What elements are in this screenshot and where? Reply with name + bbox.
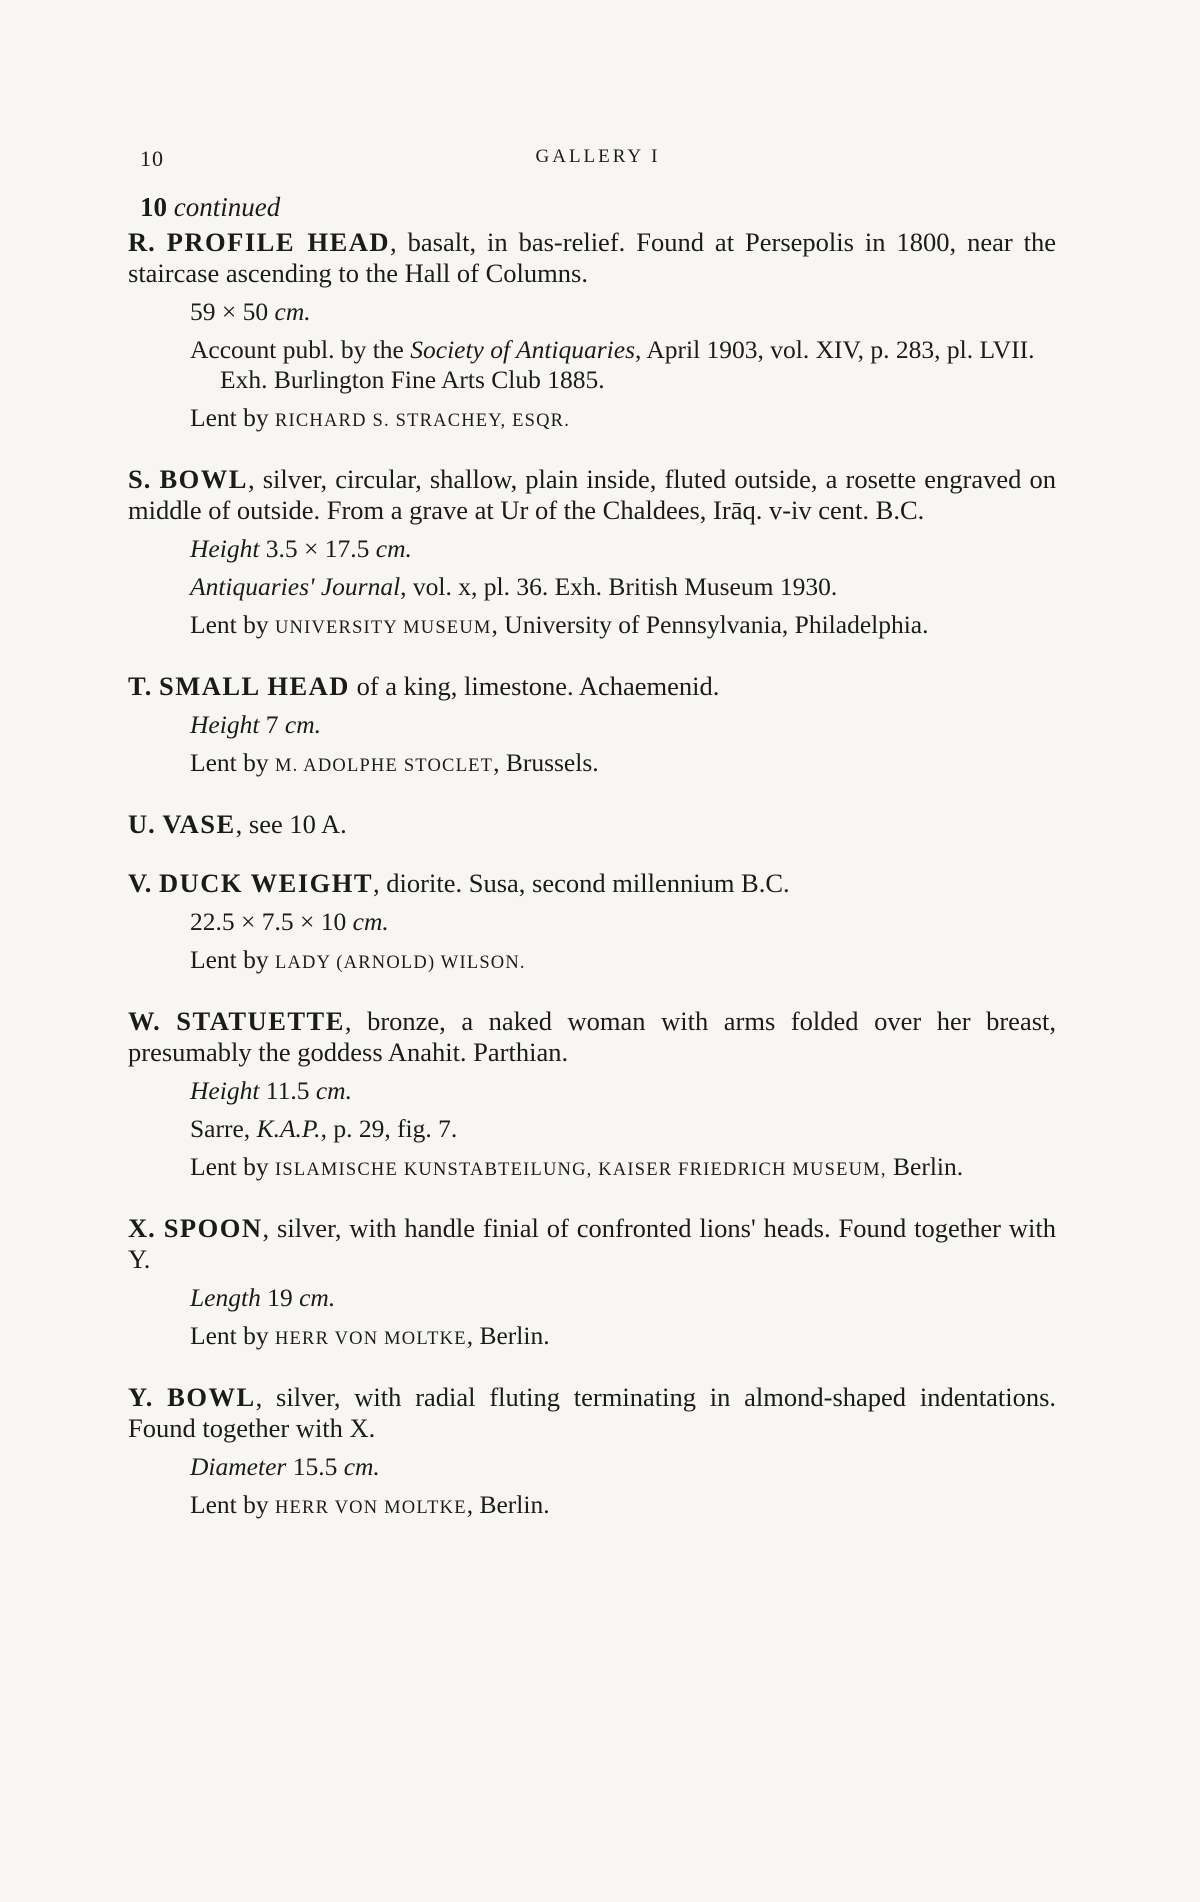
entry-description: , see 10 A. <box>235 809 347 839</box>
entry-title: BOWL <box>159 464 248 494</box>
lender-name: M. ADOLPHE STOCLET <box>274 756 494 776</box>
entry-lender <box>190 748 1056 781</box>
publication-text: Account publ. by the <box>190 335 411 364</box>
entry-title: PROFILE HEAD <box>166 227 391 257</box>
entry-lead <box>128 1213 1056 1275</box>
lent-by-label: Lent by <box>190 945 275 974</box>
entry-title: DUCK WEIGHT <box>158 868 374 898</box>
dimension-unit: cm. <box>284 710 322 739</box>
entry-letter: X. <box>128 1213 156 1243</box>
dimension-value: 11.5 <box>265 1076 310 1105</box>
lent-by-label: Lent by <box>190 1152 275 1181</box>
entry-dimensions <box>190 907 1056 937</box>
entry-description: , silver, with radial fluting terminating in almond-shaped indentations. Found together with X. <box>128 1382 1057 1443</box>
dimension-label: Length <box>190 1283 261 1312</box>
entry-lead <box>128 227 1056 289</box>
dimension-label: Height <box>190 1076 260 1105</box>
entry-description: , silver, with handle finial of confronted lions' heads. Found together with Y. <box>128 1213 1057 1274</box>
entry-v <box>128 868 1056 978</box>
dimension-value: 19 <box>267 1283 293 1312</box>
continued-number: 10 <box>140 192 167 222</box>
lent-by-label: Lent by <box>190 1490 275 1519</box>
dimension-value: 15.5 <box>292 1452 338 1481</box>
lender-location: Berlin. <box>886 1152 964 1181</box>
entry-title: STATUETTE <box>176 1006 345 1036</box>
entry-publication <box>190 335 1056 395</box>
entry-lender <box>190 1152 1056 1185</box>
dimension-label: Height <box>190 710 260 739</box>
lender-name: UNIVERSITY MUSEUM <box>274 618 492 638</box>
dimension-unit: cm. <box>299 1283 336 1312</box>
entry-letter: Y. <box>128 1382 154 1412</box>
dimension-unit: cm. <box>343 1452 380 1481</box>
entry-description: , diorite. Susa, second millennium B.C. <box>373 868 790 898</box>
entry-lead <box>128 1006 1056 1068</box>
lent-by-label: Lent by <box>190 403 275 432</box>
entry-publication <box>190 572 1056 602</box>
entry-r <box>128 227 1056 436</box>
publication-title: Antiquaries' Journal <box>190 572 401 601</box>
entry-dimensions <box>190 297 1056 327</box>
entry-y <box>128 1382 1056 1523</box>
continued-heading <box>140 192 1056 223</box>
catalogue-body <box>128 192 1056 1551</box>
publication-text: Sarre, <box>190 1114 257 1143</box>
entry-description: of a king, limestone. Achaemenid. <box>349 671 720 701</box>
lent-by-label: Lent by <box>190 1321 275 1350</box>
entry-description: , silver, circular, shallow, plain inside, fluted outside, a rosette engraved on middle of outside. From a grave at Ur of the Chaldees, Irāq. v-iv cent. B.C. <box>128 464 1057 525</box>
page-number: 10 <box>140 146 164 171</box>
entry-lead <box>128 1382 1056 1444</box>
entry-title: SPOON <box>163 1213 263 1243</box>
entry-lender <box>190 403 1056 436</box>
entry-letter: W. <box>128 1006 161 1036</box>
publication-title: K.A.P. <box>256 1114 321 1143</box>
lender-location: , Berlin. <box>466 1321 550 1350</box>
entry-dimensions <box>190 1283 1056 1313</box>
entry-title: BOWL <box>167 1382 256 1412</box>
continued-label: continued <box>173 192 281 222</box>
lender-location: , University of Pennsylvania, Philadelphia. <box>491 610 929 639</box>
entry-description: , bronze, a naked woman with arms folded over her breast, presumably the goddess Anahit. Parthian. <box>128 1006 1057 1067</box>
entry-letter: T. <box>128 671 153 701</box>
entry-x <box>128 1213 1056 1354</box>
entry-title: SMALL HEAD <box>158 671 350 701</box>
entry-dimensions <box>190 1452 1056 1482</box>
entry-lender <box>190 1490 1056 1523</box>
lent-by-label: Lent by <box>190 748 275 777</box>
entry-dimensions <box>190 710 1056 740</box>
entry-title: VASE <box>162 809 236 839</box>
dimension-unit: cm. <box>375 534 412 563</box>
dimension-label: Diameter <box>190 1452 287 1481</box>
lender-name: RICHARD S. STRACHEY, ESQR. <box>274 411 571 431</box>
entry-lender <box>190 1321 1056 1354</box>
lent-by-label: Lent by <box>190 610 275 639</box>
entry-lead <box>128 809 1056 840</box>
lender-location: , Brussels. <box>493 748 599 777</box>
entry-u <box>128 809 1056 840</box>
running-head <box>140 146 1056 176</box>
entry-dimensions <box>190 1076 1056 1106</box>
entry-publication <box>190 1114 1056 1144</box>
lender-location: , Berlin. <box>466 1490 550 1519</box>
entry-letter: U. <box>128 809 156 839</box>
entry-s <box>128 464 1056 643</box>
entry-lead <box>128 868 1056 899</box>
dimension-value: 7 <box>265 710 279 739</box>
entry-lender <box>190 945 1056 978</box>
lender-name: ISLAMISCHE KUNSTABTEILUNG, KAISER FRIEDRICH MUSEUM, <box>274 1160 887 1180</box>
entry-dimensions <box>190 534 1056 564</box>
dimension-label: Height <box>190 534 260 563</box>
entry-lead <box>128 671 1056 702</box>
dimension-value: 3.5 × 17.5 <box>265 534 370 563</box>
dimension-unit: cm. <box>315 1076 352 1105</box>
lender-name: LADY (ARNOLD) WILSON. <box>274 953 526 973</box>
entry-w <box>128 1006 1056 1185</box>
gallery-title: GALLERY I <box>535 146 661 167</box>
entry-t <box>128 671 1056 781</box>
dimension-value: 59 × 50 <box>190 297 269 326</box>
entry-description: , basalt, in bas-relief. Found at Persepolis in 1800, near the staircase ascending to the Hall of Columns. <box>128 227 1057 288</box>
entry-letter: S. <box>128 464 152 494</box>
entry-lead <box>128 464 1056 526</box>
dimension-unit: cm. <box>274 297 311 326</box>
publication-text-tail: , p. 29, fig. 7. <box>320 1114 458 1143</box>
dimension-unit: cm. <box>352 907 389 936</box>
publication-title: Society of Antiquaries <box>410 335 635 364</box>
lender-name: HERR VON MOLTKE <box>274 1498 467 1518</box>
entry-letter: R. <box>128 227 156 257</box>
dimension-value: 22.5 × 7.5 × 10 <box>190 907 347 936</box>
publication-text-tail: , April 1903, vol. XIV, p. 283, pl. LVII. Exh. Burlington Fine Arts Club 1885. <box>220 335 1035 394</box>
entry-lender <box>190 610 1056 643</box>
lender-name: HERR VON MOLTKE <box>274 1329 467 1349</box>
publication-text: , vol. x, pl. 36. Exh. British Museum 1930. <box>400 572 838 601</box>
entry-letter: V. <box>128 868 153 898</box>
